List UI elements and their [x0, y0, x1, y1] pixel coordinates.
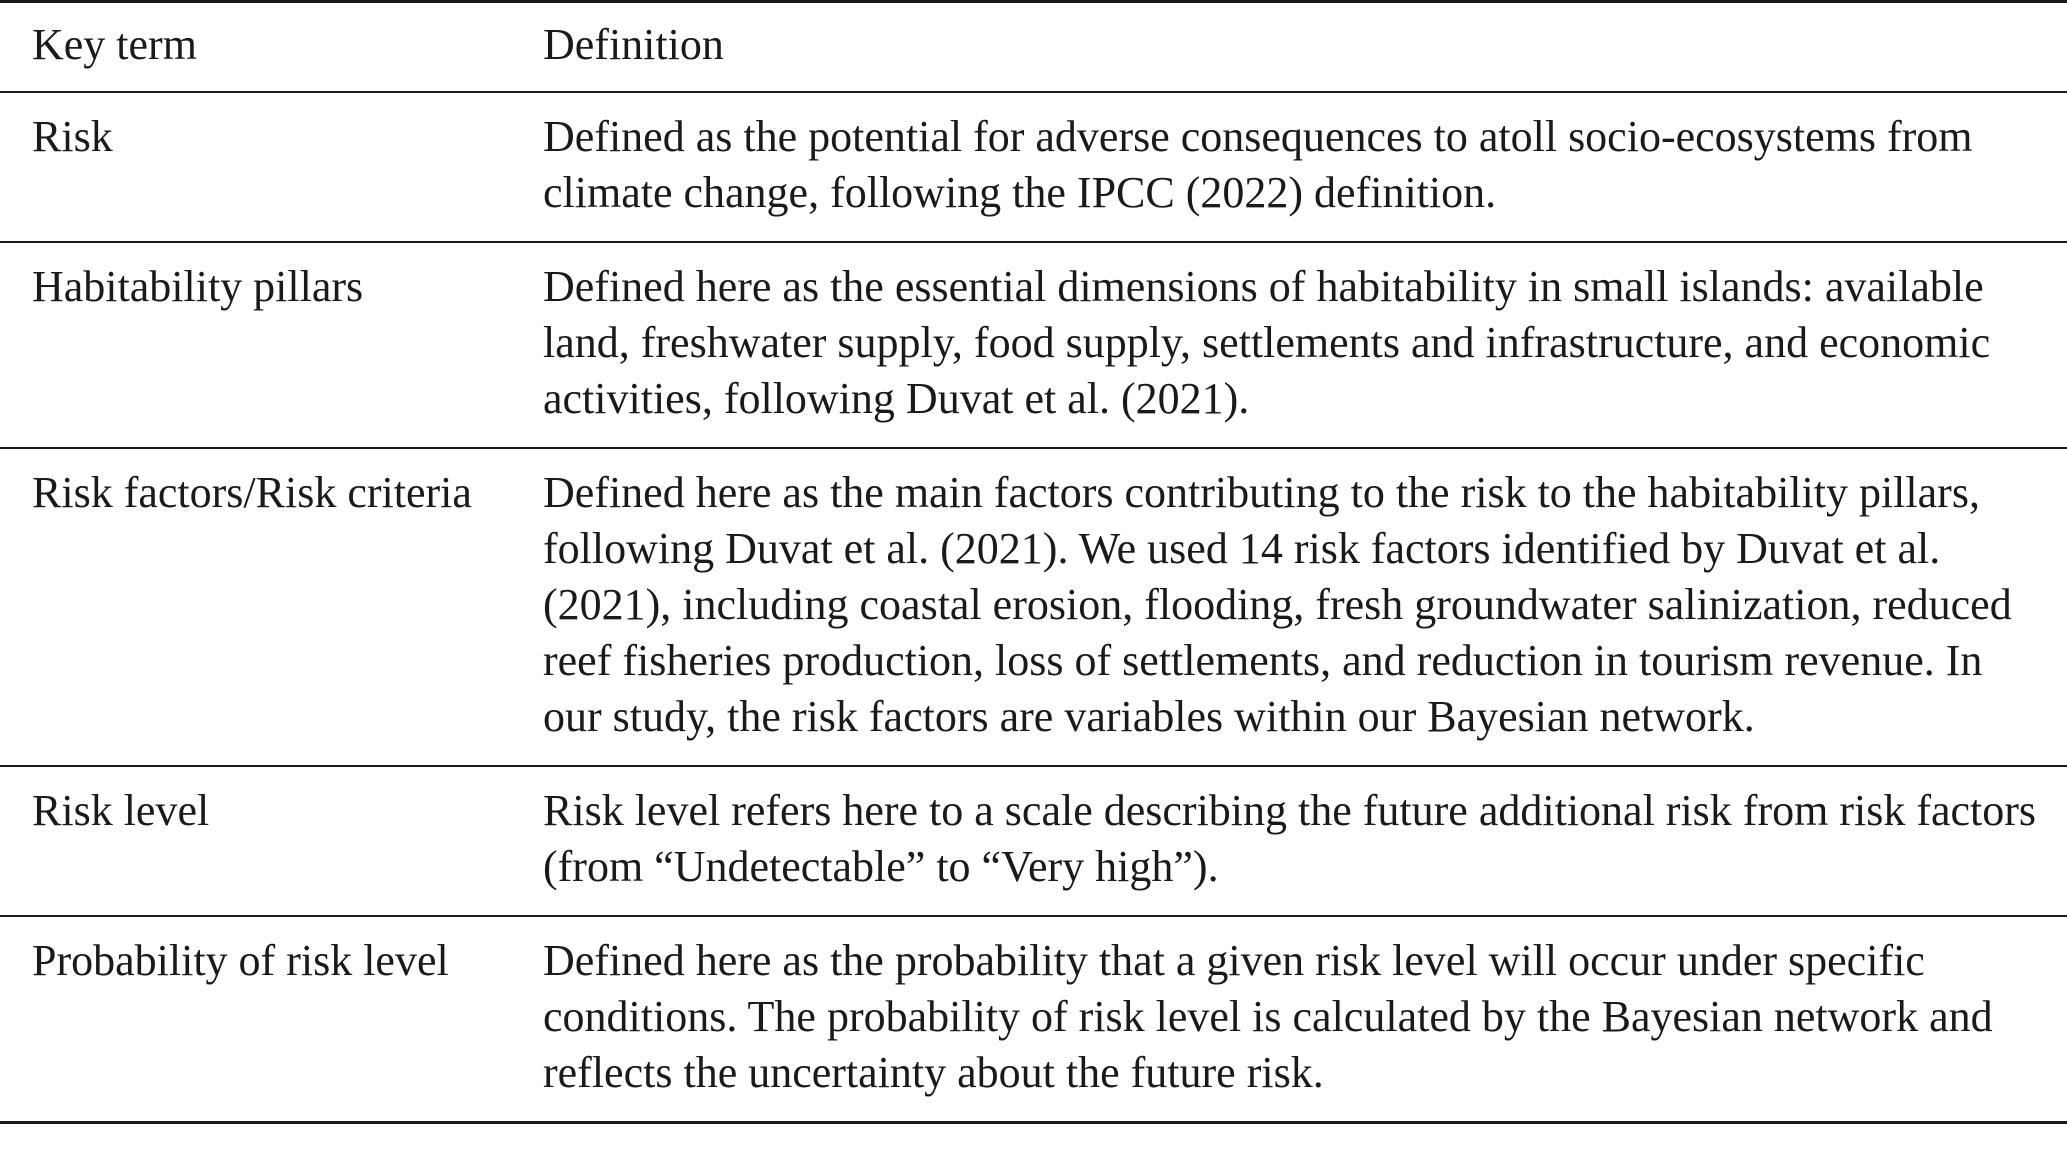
term-cell: Risk level: [0, 766, 543, 916]
definition-cell: Defined here as the main factors contributing to the risk to the habitability pillars, following Duvat et al. (2021). We used 14 risk factors identified by Duvat et al. (2021), including coastal erosion, flooding, fresh groundwater salinization, reduced reef fisheries production, loss of settlements, and reduction in tourism revenue. In our study, the risk factors are variables within our Bayesian network.: [543, 448, 2067, 766]
header-definition: Definition: [543, 2, 2067, 92]
table-row: [0, 766, 2067, 916]
table-row: [0, 448, 2067, 766]
table-header-row: [0, 2, 2067, 92]
term-cell: Habitability pillars: [0, 242, 543, 448]
table-row: [0, 92, 2067, 242]
term-cell: Risk factors/Risk criteria: [0, 448, 543, 766]
term-cell: Risk: [0, 92, 543, 242]
definition-cell: Defined here as the probability that a given risk level will occur under specific conditions. The probability of risk level is calculated by the Bayesian network and reflects the uncertainty about the future risk.: [543, 916, 2067, 1123]
definition-cell: Risk level refers here to a scale describing the future additional risk from risk factors (from “Undetectable” to “Very high”).: [543, 766, 2067, 916]
table-row: [0, 242, 2067, 448]
definition-cell: Defined as the potential for adverse consequences to atoll socio-ecosystems from climate change, following the IPCC (2022) definition.: [543, 92, 2067, 242]
table-row: [0, 916, 2067, 1123]
term-cell: Probability of risk level: [0, 916, 543, 1123]
definition-cell: Defined here as the essential dimensions of habitability in small islands: available land, freshwater supply, food supply, settlements and infrastructure, and economic activities, following Duvat et al. (2021).: [543, 242, 2067, 448]
header-key-term: Key term: [0, 2, 543, 92]
